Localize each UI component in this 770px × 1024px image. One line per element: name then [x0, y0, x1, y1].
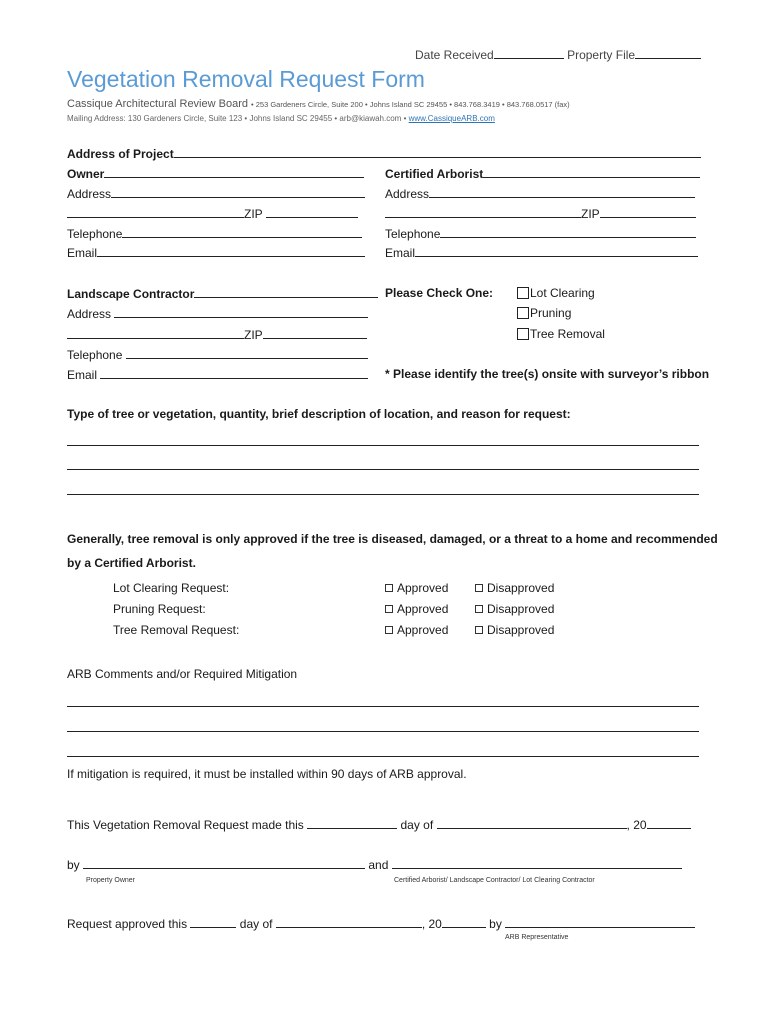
arborist-caption: Certified Arborist/ Landscape Contractor/ Lot Clearing Contractor: [394, 877, 595, 884]
made-day-field[interactable]: [307, 817, 397, 829]
owner-field[interactable]: [104, 166, 364, 178]
arborist-city-field[interactable]: [385, 206, 581, 218]
comments-line-2[interactable]: [67, 731, 699, 732]
approved-by-label: by: [489, 917, 502, 931]
approved-this-row: [67, 916, 695, 931]
arb-comments-label: ARB Comments and/or Required Mitigation: [67, 667, 298, 681]
arborist-email-row: [385, 245, 698, 260]
description-prompt: Type of tree or vegetation, quantity, brief description of location, and reason for request:: [67, 407, 571, 421]
checkbox-icon[interactable]: [385, 584, 393, 592]
approved-day-of-label: day of: [239, 917, 273, 931]
arborist-telephone-label: Telephone: [385, 227, 441, 241]
contractor-telephone-label: Telephone: [67, 348, 123, 362]
contractor-telephone-field[interactable]: [126, 347, 368, 359]
approved-month-field[interactable]: [276, 916, 422, 928]
contractor-address-row: [67, 306, 368, 321]
by-label: by: [67, 858, 80, 872]
arborist-field[interactable]: [483, 166, 700, 178]
owner-email-field[interactable]: [97, 245, 365, 257]
board-line: [67, 98, 570, 110]
made-this-row: [67, 817, 691, 832]
approved-label: Approved: [397, 581, 449, 595]
approved-label: Approved: [397, 623, 449, 637]
owner-zip-row: [67, 206, 358, 221]
made-day-of-label: day of: [400, 818, 434, 832]
comments-line-1[interactable]: [67, 706, 699, 707]
address-of-project-row: [67, 146, 701, 161]
arborist-label: Certified Arborist: [385, 167, 484, 181]
option-pruning[interactable]: [517, 306, 571, 320]
by-row: [67, 857, 682, 872]
approved-label: Approved: [397, 602, 449, 616]
option-tree-removal[interactable]: [517, 327, 605, 341]
property-file-field[interactable]: [635, 47, 701, 59]
owner-label: Owner: [67, 167, 105, 181]
ribbon-note: * Please identify the tree(s) onsite with surveyor’s ribbon: [385, 367, 710, 381]
contractor-telephone-row: [67, 347, 368, 362]
owner-telephone-label: Telephone: [67, 227, 123, 241]
description-line-2[interactable]: [67, 469, 699, 470]
made-year-field[interactable]: [647, 817, 691, 829]
approved-year-prefix: , 20: [421, 917, 442, 931]
owner-telephone-field[interactable]: [122, 226, 362, 238]
checkbox-icon[interactable]: [475, 626, 483, 634]
owner-address-label: Address: [67, 187, 112, 201]
arborist-zip-row: [385, 206, 696, 221]
description-line-1[interactable]: [67, 445, 699, 446]
checkbox-icon[interactable]: [517, 307, 529, 319]
approval-note-line-2: by a Certified Arborist.: [67, 556, 196, 570]
date-received-label: Date Received: [415, 48, 494, 62]
disapproved-label: Disapproved: [487, 581, 555, 595]
mailing-address: Mailing Address: 130 Gardeners Circle, Suite 123 • Johns Island SC 29455 • arb@kiawah.com •: [67, 114, 407, 123]
disapproved-label: Disapproved: [487, 602, 555, 616]
owner-email-row: [67, 245, 365, 260]
option-lot-clearing[interactable]: [517, 286, 595, 300]
owner-row: [67, 166, 364, 181]
lot-clearing-approved[interactable]: [385, 581, 448, 595]
contractor-zip-field[interactable]: [263, 327, 367, 339]
contractor-email-field[interactable]: [100, 367, 368, 379]
contractor-row: [67, 286, 378, 301]
disapproved-label: Disapproved: [487, 623, 555, 637]
board-name: Cassique Architectural Review Board: [67, 98, 248, 110]
form-title: Vegetation Removal Request Form: [67, 66, 425, 92]
arborist-address-row: [385, 186, 695, 201]
lot-clearing-disapproved[interactable]: [475, 581, 554, 595]
approved-day-field[interactable]: [190, 916, 236, 928]
comments-line-3[interactable]: [67, 756, 699, 757]
checkbox-icon[interactable]: [385, 605, 393, 613]
owner-address-field[interactable]: [111, 186, 365, 198]
made-month-field[interactable]: [437, 817, 627, 829]
address-of-project-label: Address of Project: [67, 147, 174, 161]
mitigation-note: If mitigation is required, it must be installed within 90 days of ARB approval.: [67, 767, 467, 781]
contractor-signature-field[interactable]: [392, 857, 682, 869]
website-link[interactable]: www.CassiqueARB.com: [408, 114, 495, 123]
owner-telephone-row: [67, 226, 362, 241]
checkbox-icon[interactable]: [385, 626, 393, 634]
contractor-address-label: Address: [67, 307, 112, 321]
made-this-label: This Vegetation Removal Request made this: [67, 818, 304, 832]
contractor-email-label: Email: [67, 368, 98, 382]
arborist-telephone-field[interactable]: [440, 226, 696, 238]
option-pruning-label: Pruning: [530, 306, 572, 320]
pruning-request-label: Pruning Request:: [113, 602, 206, 616]
mailing-line: [67, 114, 495, 123]
arborist-row: [385, 166, 700, 181]
contractor-address-field[interactable]: [114, 306, 368, 318]
arborist-zip-label: ZIP: [581, 207, 600, 221]
tree-removal-approved[interactable]: [385, 623, 448, 637]
made-year-prefix: , 20: [626, 818, 647, 832]
contractor-email-row: [67, 367, 368, 382]
pruning-disapproved[interactable]: [475, 602, 554, 616]
please-check-one-label: Please Check One:: [385, 286, 494, 300]
arborist-email-label: Email: [385, 246, 416, 260]
option-tree-removal-label: Tree Removal: [530, 327, 605, 341]
checkbox-icon[interactable]: [475, 605, 483, 613]
arb-rep-signature-field[interactable]: [505, 916, 695, 928]
tree-removal-disapproved[interactable]: [475, 623, 554, 637]
contractor-field[interactable]: [194, 286, 378, 298]
owner-signature-field[interactable]: [83, 857, 365, 869]
lot-clearing-request-label: Lot Clearing Request:: [113, 581, 230, 595]
tree-removal-request-label: Tree Removal Request:: [113, 623, 240, 637]
owner-address-row: [67, 186, 365, 201]
address-of-project-field[interactable]: [174, 146, 701, 158]
description-line-3[interactable]: [67, 494, 699, 495]
contractor-city-field[interactable]: [67, 327, 244, 339]
checkbox-icon[interactable]: [517, 328, 529, 340]
approved-this-label: Request approved this: [67, 917, 188, 931]
pruning-approved[interactable]: [385, 602, 448, 616]
checkbox-icon[interactable]: [475, 584, 483, 592]
date-received-field[interactable]: [494, 47, 564, 59]
property-owner-caption: Property Owner: [86, 877, 136, 884]
owner-zip-field[interactable]: [266, 206, 358, 218]
board-address: • 253 Gardeners Circle, Suite 200 • Johns Island SC 29455 • 843.768.3419 • 843.768.0517 (fax): [251, 100, 570, 109]
checkbox-icon[interactable]: [517, 287, 529, 299]
approval-note-line-1: Generally, tree removal is only approved if the tree is diseased, damaged, or a threat to a home and recommended: [67, 532, 718, 546]
contractor-zip-row: [67, 327, 367, 342]
arborist-email-field[interactable]: [415, 245, 698, 257]
and-label: and: [368, 858, 389, 872]
arborist-zip-field[interactable]: [600, 206, 696, 218]
arborist-address-field[interactable]: [429, 186, 695, 198]
property-file-label: Property File: [567, 48, 636, 62]
date-received: [415, 47, 701, 62]
owner-email-label: Email: [67, 246, 98, 260]
arborist-address-label: Address: [385, 187, 430, 201]
approved-year-field[interactable]: [442, 916, 486, 928]
owner-zip-label: ZIP: [244, 207, 263, 221]
contractor-zip-label: ZIP: [244, 328, 263, 342]
owner-city-field[interactable]: [67, 206, 244, 218]
arborist-telephone-row: [385, 226, 696, 241]
arb-representative-caption: ARB Representative: [505, 934, 569, 941]
contractor-label: Landscape Contractor: [67, 287, 195, 301]
option-lot-clearing-label: Lot Clearing: [530, 286, 595, 300]
